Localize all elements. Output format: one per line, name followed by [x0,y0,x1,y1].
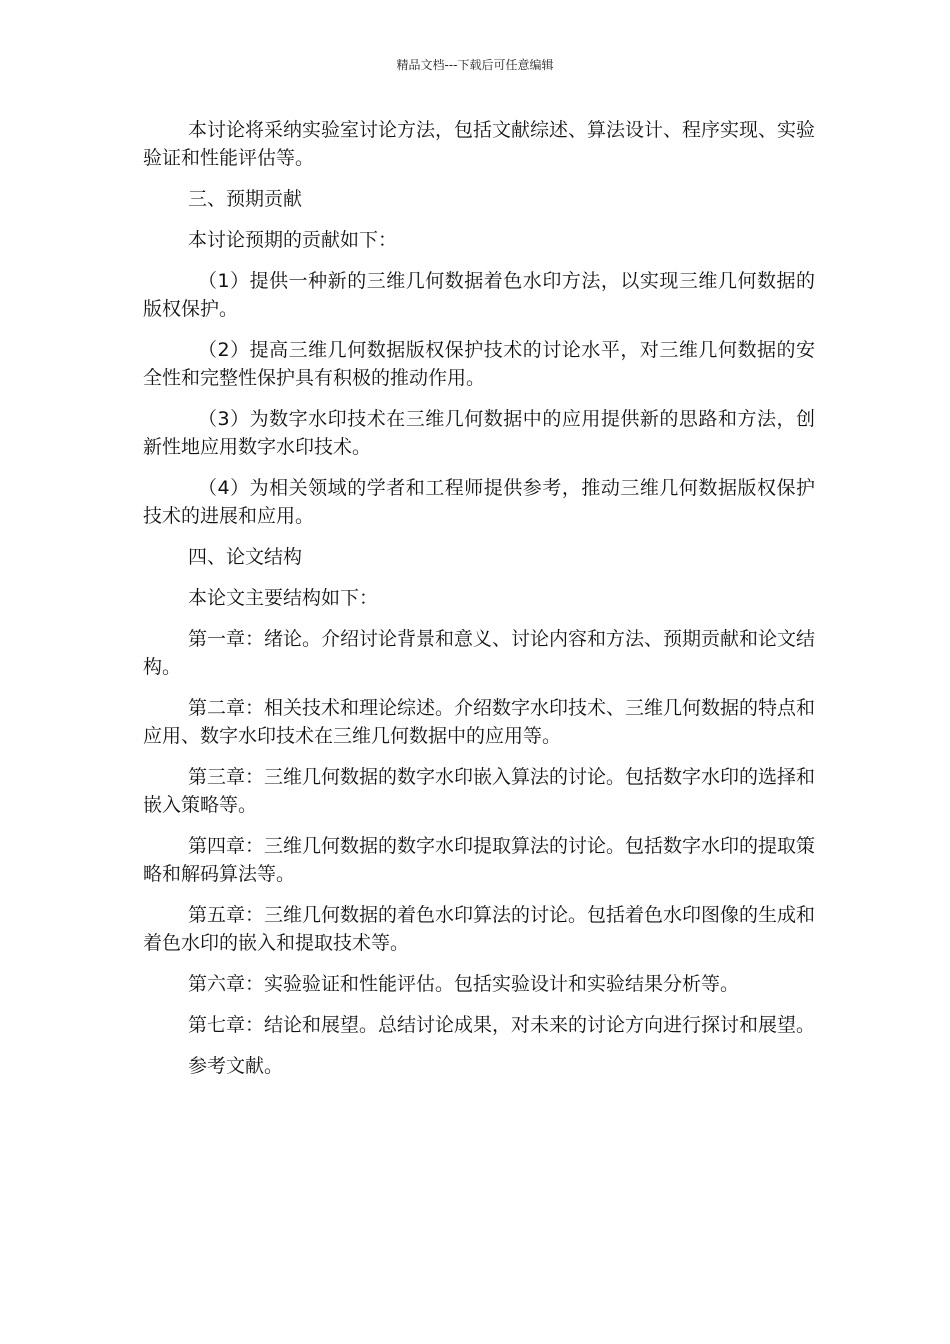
contribution-item-4: （4）为相关领域的学者和工程师提供参考，推动三维几何数据版权保护技术的进展和应用。 [143,477,815,527]
chapter-item-7: 第七章：结论和展望。总结讨论成果，对未来的讨论方向进行探讨和展望。 [188,1014,816,1036]
section-heading-structure: 四、论文结构 [188,546,303,568]
chapter-item-2: 第二章：相关技术和理论综述。介绍数字水印技术、三维几何数据的特点和应用、数字水印技术在三维几何数据中的应用等。 [143,697,816,747]
chapter-item-6: 第六章：实验验证和性能评估。包括实验设计和实验结果分析等。 [188,973,740,995]
paragraph-method: 本讨论将采纳实验室讨论方法，包括文献综述、算法设计、程序实现、实验验证和性能评估等。 [143,119,816,169]
references-line: 参考文献。 [188,1055,284,1077]
chapter-item-5: 第五章：三维几何数据的着色水印算法的讨论。包括着色水印图像的生成和着色水印的嵌入和提取技术等。 [143,904,816,954]
page-header: 精品文档---下载后可任意编辑 [396,58,554,72]
chapter-item-1: 第一章：绪论。介绍讨论背景和意义、讨论内容和方法、预期贡献和论文结构。 [143,628,816,678]
chapter-item-4: 第四章：三维几何数据的数字水印提取算法的讨论。包括数字水印的提取策略和解码算法等。 [143,835,816,885]
contribution-item-3: （3）为数字水印技术在三维几何数据中的应用提供新的思路和方法，创新性地应用数字水印技术。 [143,408,815,458]
paragraph-structure-intro: 本论文主要结构如下： [188,587,379,609]
paragraph-contributions-intro: 本讨论预期的贡献如下： [188,229,398,251]
section-heading-contributions: 三、预期贡献 [188,188,303,210]
contribution-item-1: （1）提供一种新的三维几何数据着色水印方法，以实现三维几何数据的版权保护。 [143,270,815,320]
chapter-item-3: 第三章：三维几何数据的数字水印嵌入算法的讨论。包括数字水印的选择和嵌入策略等。 [143,766,816,816]
document-body [143,116,815,1093]
contribution-item-2: （2）提高三维几何数据版权保护技术的讨论水平，对三维几何数据的安全性和完整性保护具有积极的推动作用。 [143,339,815,389]
